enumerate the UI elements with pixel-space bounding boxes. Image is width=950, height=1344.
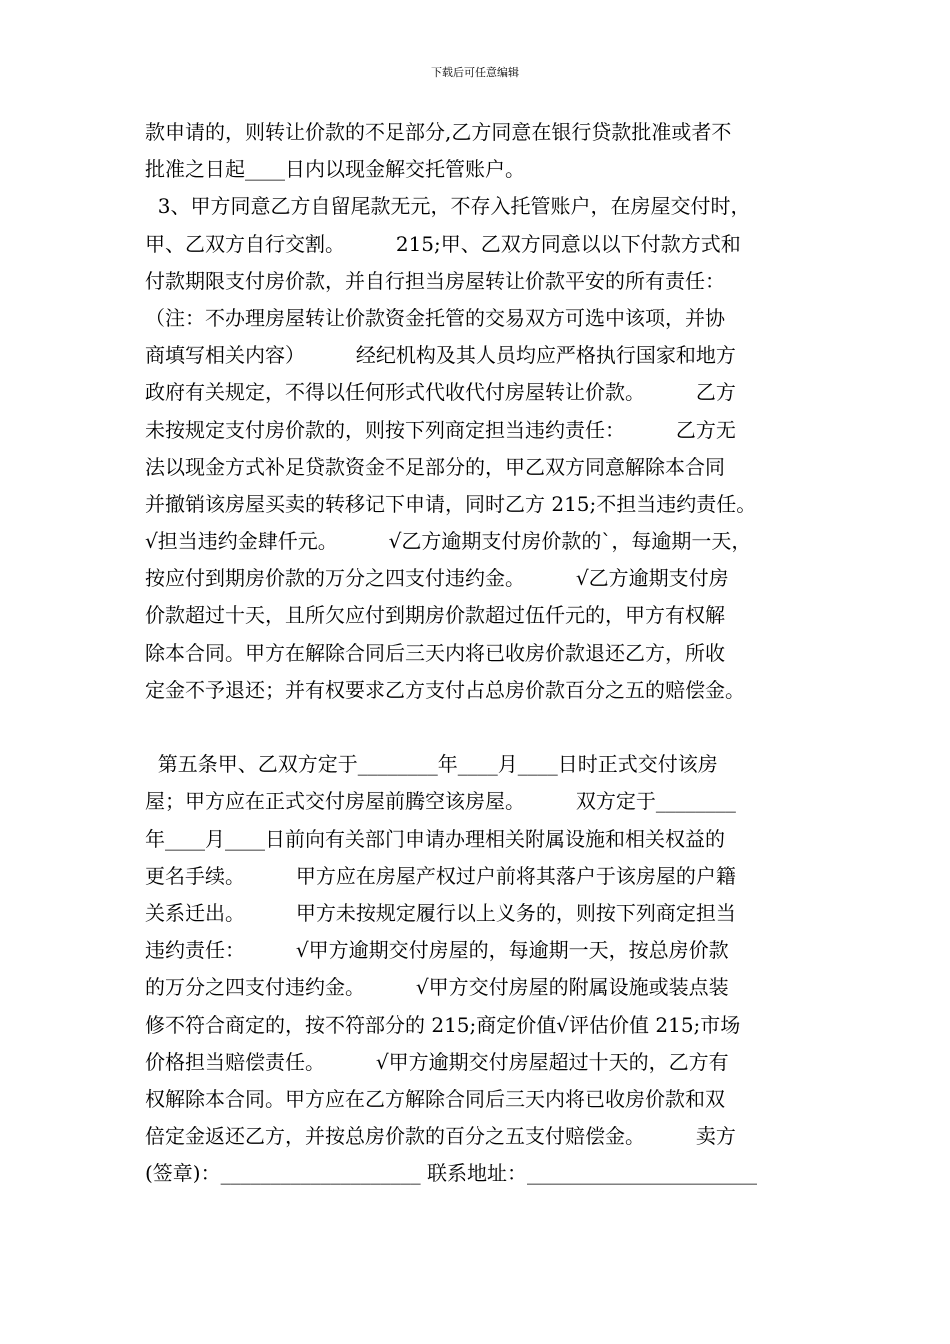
text-line: 第五条甲、乙双方定于________年____月____日时正式交付该房 [145,752,718,777]
text-line: 倍定金返还乙方，并按总房价款的百分之五支付赔偿金。 卖方 [145,1124,736,1149]
text-line: 屋；甲方应在正式交付房屋前腾空该房屋。 双方定于________ [145,789,736,814]
text-line: 年____月____日前向有关部门申请办理相关附属设施和相关权益的 [145,826,725,851]
text-line: √担当违约金肆仟元。 √乙方逾期支付房价款的`，每逾期一天， [145,529,752,554]
page-header: 下载后可任意编辑 [431,66,519,79]
text-line: 违约责任： √甲方逾期交付房屋的，每逾期一天，按总房价款 [145,938,729,963]
text-line: 价款超过十天，且所欠应付到期房价款超过伍仟元的，甲方有权解 [145,603,725,628]
text-line: 法以现金方式补足贷款资金不足部分的，甲乙双方同意解除本合同 [145,454,725,479]
text-line: 关系迁出。 甲方未按规定履行以上义务的，则按下列商定担当 [145,900,736,925]
text-line: 付款期限支付房价款，并自行担当房屋转让价款平安的所有责任： [145,268,725,293]
text-line: 更名手续。 甲方应在房屋产权过户前将其落户于该房屋的户籍 [145,863,736,888]
text-line: 甲、乙双方自行交割。 215;甲、乙双方同意以以下付款方式和 [145,231,741,256]
text-line: 商填写相关内容） 经纪机构及其人员均应严格执行国家和地方 [145,343,736,368]
text-line: 修不符合商定的，按不符部分的 215;商定价值√评估价值 215;市场 [145,1012,741,1037]
document-body [145,114,825,1192]
text-line: 按应付到期房价款的万分之四支付违约金。 √乙方逾期支付房 [145,566,729,591]
text-line: 定金不予退还；并有权要求乙方支付占总房价款百分之五的赔偿金。 [145,677,745,702]
text-line: 未按规定支付房价款的，则按下列商定担当违约责任： 乙方无 [145,417,736,442]
text-line: 价格担当赔偿责任。 √甲方逾期交付房屋超过十天的，乙方有 [145,1049,729,1074]
text-line: 权解除本合同。甲方应在乙方解除合同后三天内将已收房价款和双 [145,1086,725,1111]
text-line: 除本合同。甲方在解除合同后三天内将已收房价款退还乙方，所收 [145,640,725,665]
text-line: 款申请的，则转让价款的不足部分,乙方同意在银行贷款批准或者不 [145,120,732,144]
text-line: （注：不办理房屋转让价款资金托管的交易双方可选中该项，并协 [145,305,725,330]
text-line: 3、甲方同意乙方自留尾款无元，不存入托管账户，在房屋交付时， [145,194,751,219]
text-line: 的万分之四支付违约金。 √甲方交付房屋的附属设施或装点装 [145,975,729,1000]
text-line: 批准之日起____日内以现金解交托管账户。 [145,157,525,182]
text-line: 并撤销该房屋买卖的转移记下申请，同时乙方 215;不担当违约责任。 [145,491,757,516]
paragraph-spacer [145,709,825,746]
text-line: (签章)：____________________ 联系地址：_______________________ [145,1161,757,1186]
text-line: 政府有关规定，不得以任何形式代收代付房屋转让价款。 乙方 [145,380,736,405]
